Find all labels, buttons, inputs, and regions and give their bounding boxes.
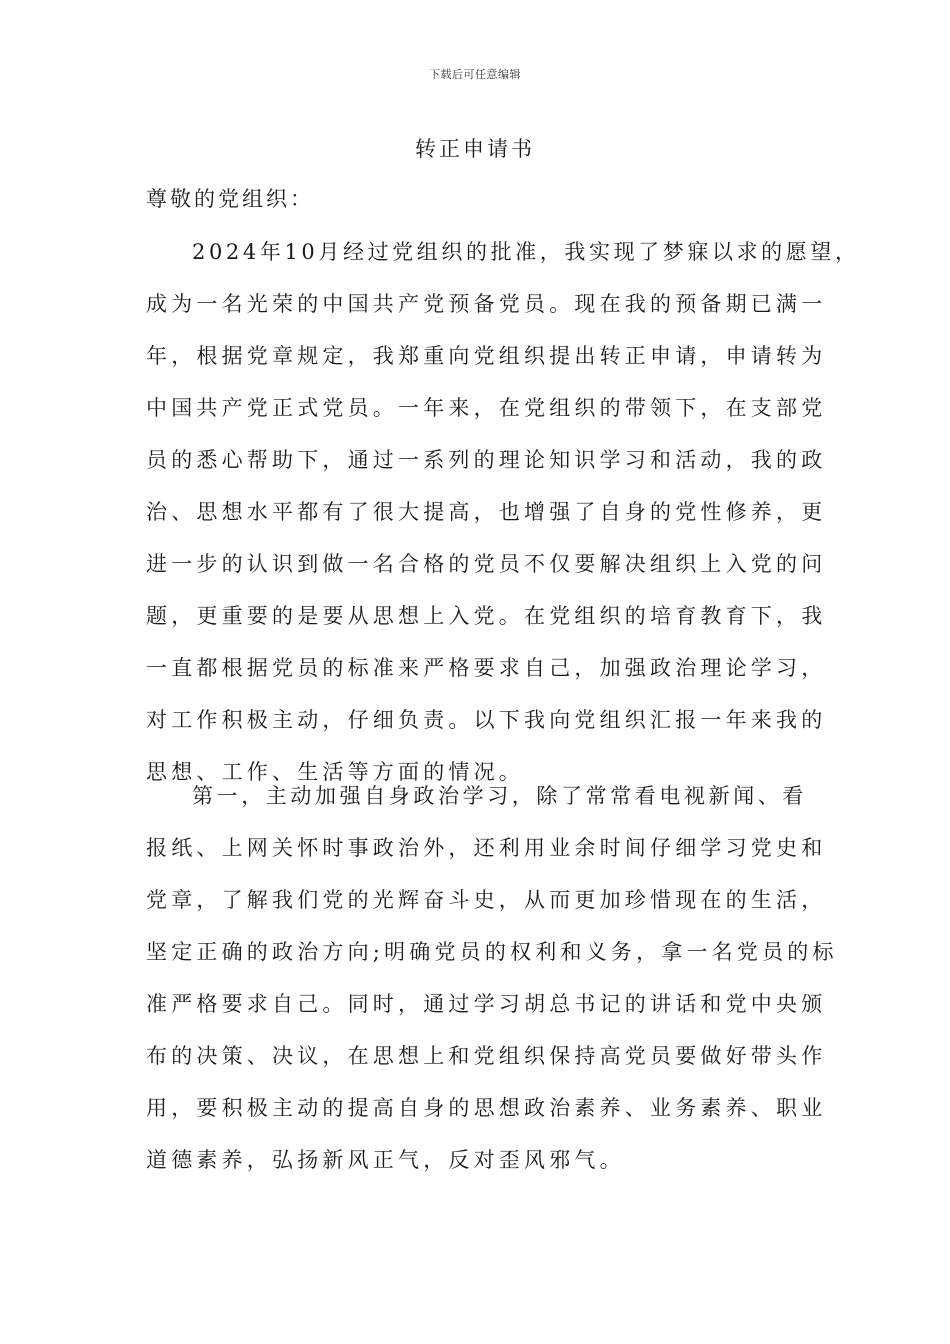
paragraph-line: 对工作积极主动，仔细负责。以下我向党组织汇报一年来我的 bbox=[146, 708, 827, 732]
paragraph-line: 报纸、上网关怀时事政治外，还利用业余时间仔细学习党史和 bbox=[146, 836, 827, 860]
paragraph-line: 准严格要求自己。同时，通过学习胡总书记的讲话和党中央颁 bbox=[146, 992, 827, 1016]
document-title: 转正申请书 bbox=[415, 137, 535, 161]
paragraph-line: 治、思想水平都有了很大提高，也增强了自身的党性修养，更 bbox=[146, 500, 827, 524]
paragraph-line: 员的悉心帮助下，通过一系列的理论知识学习和活动，我的政 bbox=[146, 448, 827, 472]
paragraph-line: 2024年10月经过党组织的批准，我实现了梦寐以求的愿望， bbox=[192, 240, 860, 264]
paragraph-line: 第一，主动加强自身政治学习，除了常常看电视新闻、看 bbox=[192, 784, 807, 808]
paragraph-line: 题，更重要的是要从思想上入党。在党组织的培育教育下，我 bbox=[146, 604, 827, 628]
header-note: 下载后可任意编辑 bbox=[429, 68, 521, 81]
paragraph-line: 年，根据党章规定，我郑重向党组织提出转正申请，申请转为 bbox=[146, 344, 827, 368]
paragraph-line: 用，要积极主动的提高自身的思想政治素养、业务素养、职业 bbox=[146, 1096, 827, 1120]
salutation: 尊敬的党组织： bbox=[146, 187, 314, 211]
paragraph-line: 思想、工作、生活等方面的情况。 bbox=[146, 760, 524, 784]
paragraph-line: 一直都根据党员的标准来严格要求自己，加强政治理论学习， bbox=[146, 656, 827, 680]
paragraph-line: 道德素养，弘扬新风正气，反对歪风邪气。 bbox=[146, 1148, 625, 1172]
paragraph-1 bbox=[146, 226, 860, 798]
paragraph-line: 中国共产党正式党员。一年来，在党组织的带领下，在支部党 bbox=[146, 396, 827, 420]
paragraph-line: 党章，了解我们党的光辉奋斗史，从而更加珍惜现在的生活， bbox=[146, 888, 827, 912]
paragraph-line: 成为一名光荣的中国共产党预备党员。现在我的预备期已满一 bbox=[146, 292, 827, 316]
paragraph-2 bbox=[146, 770, 836, 1186]
paragraph-line: 坚定正确的政治方向;明确党员的权利和义务，拿一名党员的标 bbox=[146, 940, 838, 964]
paragraph-line: 布的决策、决议，在思想上和党组织保持高党员要做好带头作 bbox=[146, 1044, 827, 1068]
paragraph-line: 进一步的认识到做一名合格的党员不仅要解决组织上入党的问 bbox=[146, 552, 827, 576]
